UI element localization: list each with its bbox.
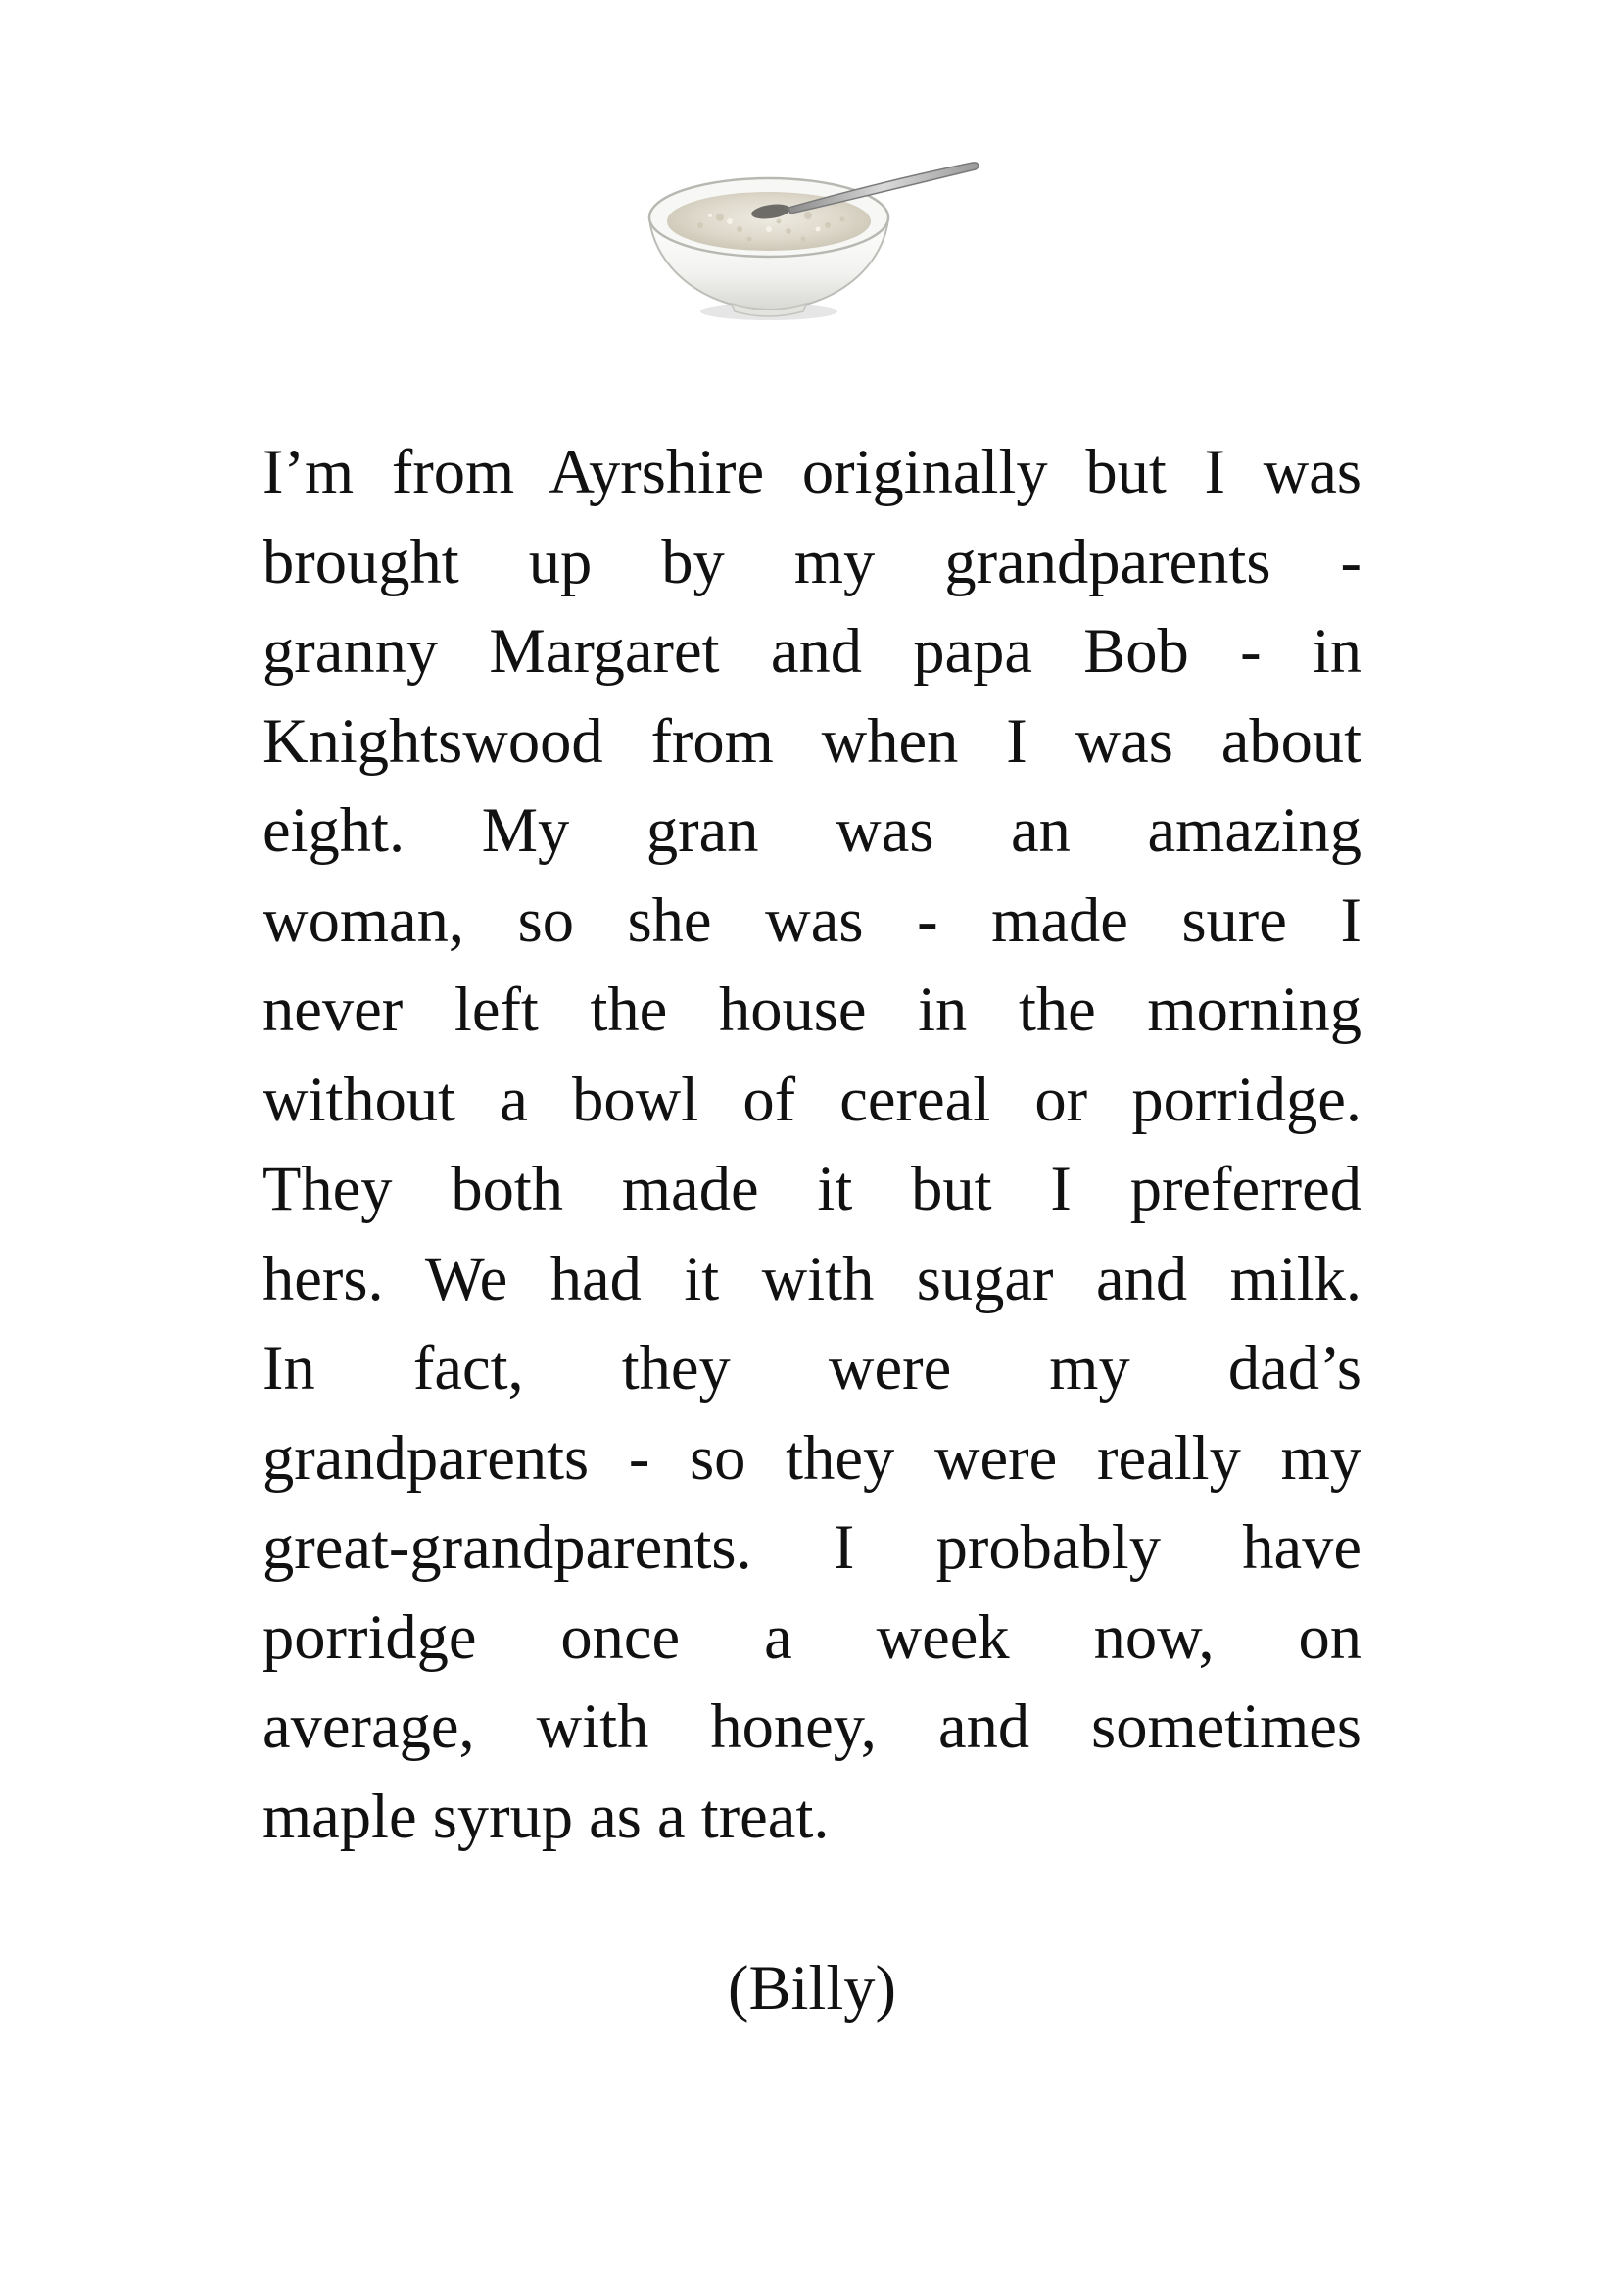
story-text <box>263 427 1361 1861</box>
story-line: grandparents - so they were really my <box>263 1422 1361 1493</box>
porridge-bowl-icon <box>642 157 984 328</box>
story-line: Knightswood from when I was about <box>263 705 1361 776</box>
story-line: granny Margaret and papa Bob - in <box>263 616 1361 686</box>
story-line: without a bowl of cereal or porridge. <box>263 1064 1361 1134</box>
story-line: brought up by my grandparents - <box>263 526 1361 596</box>
story-line: I’m from Ayrshire originally but I was <box>263 437 1361 506</box>
story-line: average, with honey, and sometimes <box>263 1691 1361 1761</box>
story-line: great-grandparents. I probably have <box>263 1512 1361 1582</box>
story-line: maple syrup as a treat. <box>263 1781 830 1851</box>
story-line: They both made it but I preferred <box>263 1154 1361 1223</box>
story-line: never left the house in the morning <box>263 975 1361 1044</box>
story-line: porridge once a week now, on <box>263 1601 1361 1672</box>
signature: (Billy) <box>728 1953 896 2023</box>
story-line: eight. My gran was an amazing <box>263 795 1361 865</box>
story-line: In fact, they were my dad’s <box>263 1333 1361 1403</box>
story-line: hers. We had it with sugar and milk. <box>263 1243 1361 1313</box>
story-line: woman, so she was - made sure I <box>263 884 1361 955</box>
